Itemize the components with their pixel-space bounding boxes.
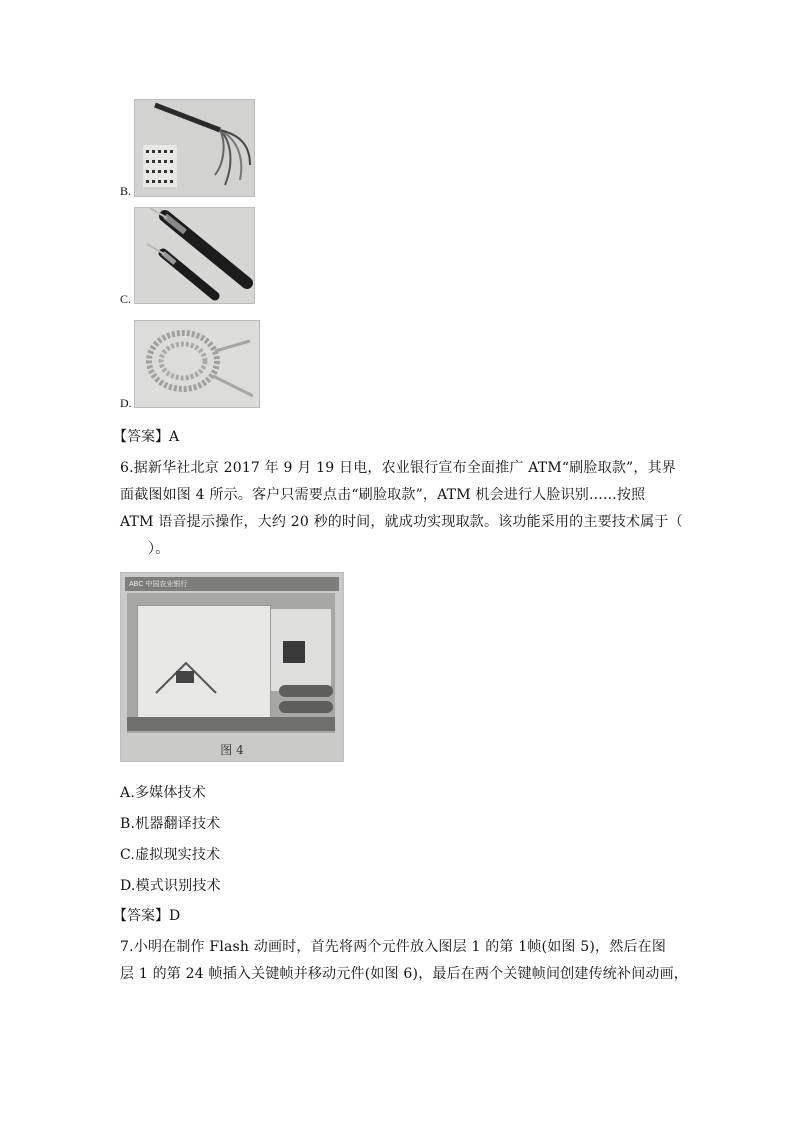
option-d-label: D. [120,396,132,410]
figure-4-caption: 图 4 [220,743,244,757]
atm-face-withdrawal-screenshot [120,572,344,762]
q6-answer: 【答案】D [113,908,181,924]
twisted-pair-cable-photo [134,99,255,197]
q6-line-4: ）。 [148,541,170,557]
q7-line-2: 层 1 的第 24 帧插入关键帧并移动元件(如图 6)，最后在两个关键帧间创建传统补间动画， [120,966,689,982]
atm-bottom-bar [127,717,335,731]
fiber-optic-cable-photo [134,320,260,408]
coaxial-cable-photo [134,207,255,304]
q7-line-1: 7.小明在制作 Flash 动画时，首先将两个元件放入图层 1 的第 1帧(如图 5)，然后在图 [120,939,667,955]
atm-illustration [151,643,221,698]
option-b-label: B. [120,184,132,198]
q6-choice-a: A.多媒体技术 [120,785,206,801]
qr-code-icon [283,641,305,663]
atm-screen-header [125,577,339,591]
atm-button [279,685,333,697]
q6-choice-d: D.模式识别技术 [120,878,221,894]
q6-choice-c: C.虚拟现实技术 [120,847,221,863]
q6-line-1: 6.据新华社北京 2017 年 9 月 19 日电，农业银行宣布全面推广 ATM“刷脸取款”，其界 [120,460,676,476]
atm-button [279,701,333,713]
q6-line-2: 面截图如图 4 所示。客户只需要点击“刷脸取款”，ATM 机会进行人脸识别......按照 [120,487,646,503]
atm-screen-header-text: ABC 中国农业银行 [129,581,188,588]
option-c-label: C. [120,292,132,306]
q6-choice-b: B.机器翻译技术 [120,816,221,832]
q6-line-3: ATM 语音提示操作，大约 20 秒的时间，就成功实现取款。该功能采用的主要技术属于（ [120,514,683,530]
q5-answer: 【答案】A [113,429,180,445]
